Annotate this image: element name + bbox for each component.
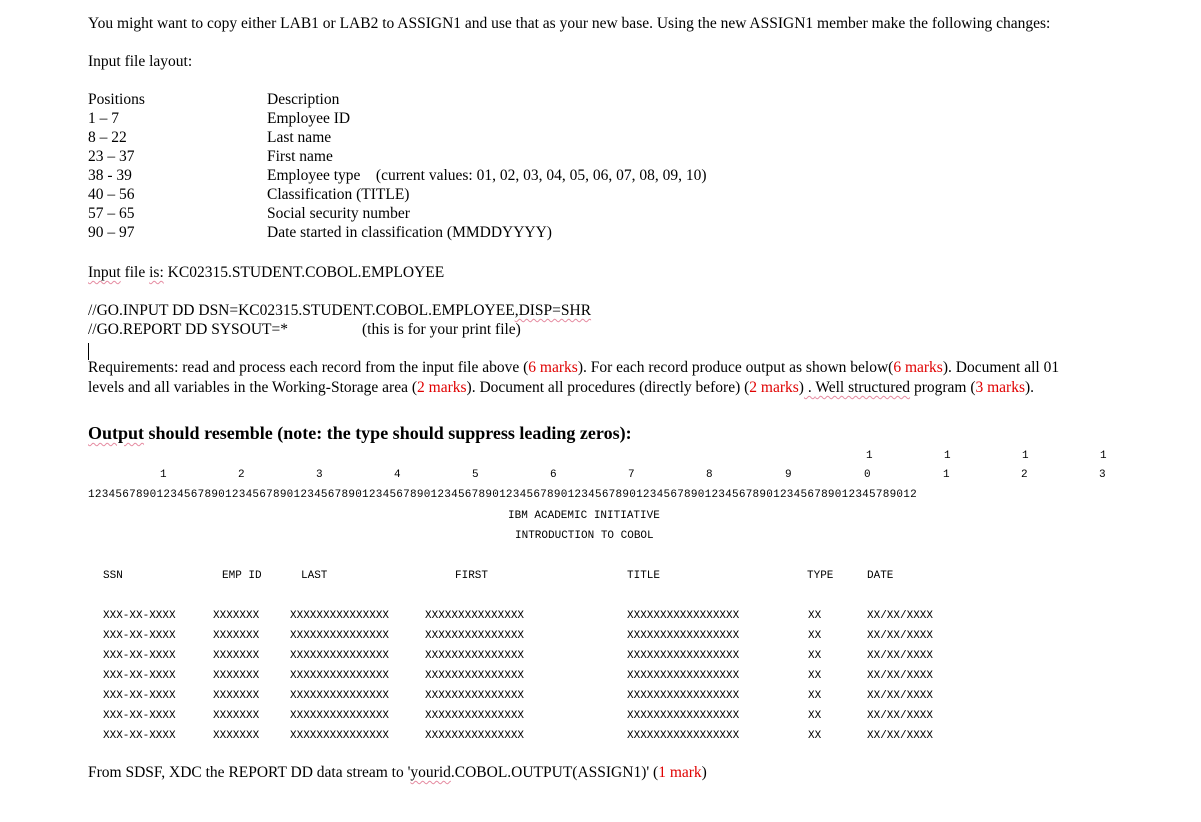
requirements-line-2 [88, 379, 1034, 397]
report-cell: XXX-XX-XXXX [103, 710, 176, 722]
report-cell: XX [808, 690, 822, 702]
footer-yourid: yourid [410, 764, 451, 781]
is-word: is: [149, 264, 164, 281]
jcl-report-dd: //GO.REPORT DD SYSOUT=* [88, 321, 289, 338]
layout-description: Social security number [267, 205, 410, 222]
layout-description: Classification (TITLE) [267, 186, 410, 203]
ruler-units: 1234567890123456789012345678901234567890123456789012345678901234567890123456789012345678901234567890123456789012345789012 [88, 489, 917, 501]
ruler-hundreds-digit: 1 [1100, 450, 1107, 462]
report-cell: XXXXXXXXXXXXXXXXX [627, 690, 740, 702]
report-cell: XXXXXXXXXXXXXXX [425, 630, 525, 642]
layout-description: Date started in classification (MMDDYYYY) [267, 224, 552, 241]
report-cell: XX/XX/XXXX [867, 650, 934, 662]
ruler-tens-digit: 7 [628, 469, 635, 481]
intro-text: You might want to copy either LAB1 or LAB2 to ASSIGN1 and use that as your new base. Using the new ASSIGN1 member make the following changes: [88, 15, 1051, 32]
ruler-tens-digit: 3 [316, 469, 323, 481]
req-mark-2: 6 marks [893, 359, 943, 376]
requirements-line-1 [88, 359, 1059, 377]
report-cell: XXXXXXX [213, 690, 260, 702]
report-cell: XXXXXXXXXXXXXXXXX [627, 630, 740, 642]
report-cell: XXXXXXX [213, 630, 260, 642]
report-cell: XXXXXXXXXXXXXXX [425, 650, 525, 662]
ruler-hundreds-digit: 1 [1022, 450, 1029, 462]
jcl-report-line [88, 321, 288, 339]
report-cell: XXXXXXXXXXXXXXX [290, 610, 390, 622]
report-cell: XX/XX/XXXX [867, 730, 934, 742]
report-cell: XXXXXXXXXXXXXXX [425, 710, 525, 722]
report-cell: XXX-XX-XXXX [103, 650, 176, 662]
layout-description: Employee type (current values: 01, 02, 03, 04, 05, 06, 07, 08, 09, 10) [267, 167, 707, 184]
layout-position: 57 – 65 [88, 205, 135, 222]
ruler-tens-digit: 6 [550, 469, 557, 481]
report-cell: XXXXXXXXXXXXXXX [290, 630, 390, 642]
req-mark-1: 6 marks [528, 359, 578, 376]
ruler-tens-digit: 5 [472, 469, 479, 481]
ruler-hundreds-digit: 1 [944, 450, 951, 462]
req-text-2c: ) [798, 379, 804, 396]
ruler-tens-digit: 8 [706, 469, 713, 481]
layout-position: 38 - 39 [88, 167, 132, 184]
layout-position: 40 – 56 [88, 186, 135, 203]
output-heading-rest: should resemble (note: the type should suppress leading zeros): [144, 423, 632, 443]
report-cell: XXXXXXXXXXXXXXX [290, 670, 390, 682]
report-title-1: IBM ACADEMIC INITIATIVE [508, 510, 660, 522]
req-text-2f: program ( [910, 379, 976, 396]
report-cell: XXXXXXXXXXXXXXX [425, 610, 525, 622]
output-word: Output [88, 423, 145, 443]
report-cell: XX/XX/XXXX [867, 610, 934, 622]
footer-text-c: .COBOL.OUTPUT(ASSIGN1)' ( [450, 764, 659, 781]
report-header-cell: TITLE [627, 570, 661, 582]
report-cell: XX [808, 710, 822, 722]
file-word: file [120, 264, 150, 281]
layout-description: Last name [267, 129, 332, 146]
report-cell: XXX-XX-XXXX [103, 670, 176, 682]
report-cell: XX [808, 610, 822, 622]
input-file-line [88, 264, 444, 282]
report-cell: XXXXXXXXXXXXXXX [425, 730, 525, 742]
footer-text-d: ) [701, 764, 707, 781]
input-file-name: KC02315.STUDENT.COBOL.EMPLOYEE [163, 264, 445, 281]
report-cell: XXXXXXXXXXXXXXXXX [627, 710, 740, 722]
req-mark-5: 3 marks [975, 379, 1025, 396]
report-cell: XX/XX/XXXX [867, 670, 934, 682]
report-cell: XXXXXXXXXXXXXXX [290, 650, 390, 662]
req-text-1b: ). For each record produce output as shown below( [577, 359, 894, 376]
text-cursor [88, 343, 89, 360]
jcl-input-dd: //GO.INPUT DD DSN=KC02315.STUDENT.COBOL.EMPLOYEE [88, 302, 515, 319]
ruler-tens-digit: 1 [160, 469, 167, 481]
report-cell: XXXXXXX [213, 710, 260, 722]
report-cell: XXX-XX-XXXX [103, 610, 176, 622]
report-header-cell: FIRST [455, 570, 489, 582]
footer-text-a: From SDSF, XDC the REPORT DD data stream to ' [88, 764, 411, 781]
jcl-input-disp: ,DISP=SHR [514, 302, 592, 319]
layout-position: 90 – 97 [88, 224, 135, 241]
layout-position: 8 – 22 [88, 129, 127, 146]
ruler-hundreds-digit: 1 [866, 450, 873, 462]
report-cell: XX [808, 670, 822, 682]
input-word: Input [88, 264, 121, 281]
report-title-2: INTRODUCTION TO COBOL [515, 530, 654, 542]
footer-mark: 1 mark [658, 764, 702, 781]
layout-description: Employee ID [267, 110, 351, 127]
report-cell: XX [808, 630, 822, 642]
report-cell: XXXXXXX [213, 610, 260, 622]
output-heading [88, 423, 632, 444]
report-cell: XXXXXXXXXXXXXXXXX [627, 730, 740, 742]
report-cell: XXXXXXX [213, 730, 260, 742]
ruler-tens-digit: 2 [238, 469, 245, 481]
layout-title: Input file layout: [88, 53, 193, 70]
jcl-input-line [88, 302, 591, 320]
report-cell: XX/XX/XXXX [867, 690, 934, 702]
req-mark-4: 2 marks [749, 379, 799, 396]
report-cell: XXXXXXXXXXXXXXXXX [627, 650, 740, 662]
report-header-cell: SSN [103, 570, 123, 582]
jcl-report-note: (this is for your print file) [362, 321, 521, 338]
report-cell: XXXXXXX [213, 670, 260, 682]
report-cell: XXXXXXX [213, 650, 260, 662]
report-cell: XXXXXXXXXXXXXXX [290, 710, 390, 722]
ruler-tens-digit: 0 [864, 469, 871, 481]
layout-position: 23 – 37 [88, 148, 135, 165]
req-text-2b: ). Document all procedures (directly before) ( [466, 379, 750, 396]
layout-header-description: Description [267, 91, 340, 108]
ruler-tens-digit: 2 [1021, 469, 1028, 481]
layout-description: First name [267, 148, 333, 165]
ruler-tens-digit: 9 [785, 469, 792, 481]
layout-position: 1 – 7 [88, 110, 119, 127]
req-well-structured: Well structured [815, 379, 911, 396]
layout-header-positions: Positions [88, 91, 145, 108]
report-header-cell: DATE [867, 570, 894, 582]
req-text-1c: ). Document all 01 [942, 359, 1060, 376]
ruler-tens-digit: 4 [394, 469, 401, 481]
report-cell: XXXXXXXXXXXXXXX [425, 670, 525, 682]
report-cell: XXX-XX-XXXX [103, 730, 176, 742]
report-cell: XXXXXXXXXXXXXXX [425, 690, 525, 702]
report-cell: XXXXXXXXXXXXXXX [290, 730, 390, 742]
req-text-2d: . [803, 379, 816, 396]
report-cell: XXX-XX-XXXX [103, 630, 176, 642]
report-cell: XXXXXXXXXXXXXXX [290, 690, 390, 702]
report-cell: XX/XX/XXXX [867, 710, 934, 722]
req-text-2a: levels and all variables in the Working-Storage area ( [88, 379, 418, 396]
req-mark-3: 2 marks [417, 379, 467, 396]
ruler-tens-digit: 3 [1099, 469, 1106, 481]
ruler-tens-digit: 1 [943, 469, 950, 481]
report-header-cell: TYPE [807, 570, 834, 582]
req-text-2g: ). [1025, 379, 1035, 396]
report-cell: XX [808, 650, 822, 662]
report-cell: XXX-XX-XXXX [103, 690, 176, 702]
report-cell: XXXXXXXXXXXXXXXXX [627, 670, 740, 682]
footer-line [88, 764, 707, 782]
report-header-cell: LAST [301, 570, 328, 582]
report-header-cell: EMP ID [222, 570, 262, 582]
req-text-1a: Requirements: read and process each record from the input file above ( [88, 359, 529, 376]
report-cell: XX [808, 730, 822, 742]
report-cell: XXXXXXXXXXXXXXXXX [627, 610, 740, 622]
report-cell: XX/XX/XXXX [867, 630, 934, 642]
